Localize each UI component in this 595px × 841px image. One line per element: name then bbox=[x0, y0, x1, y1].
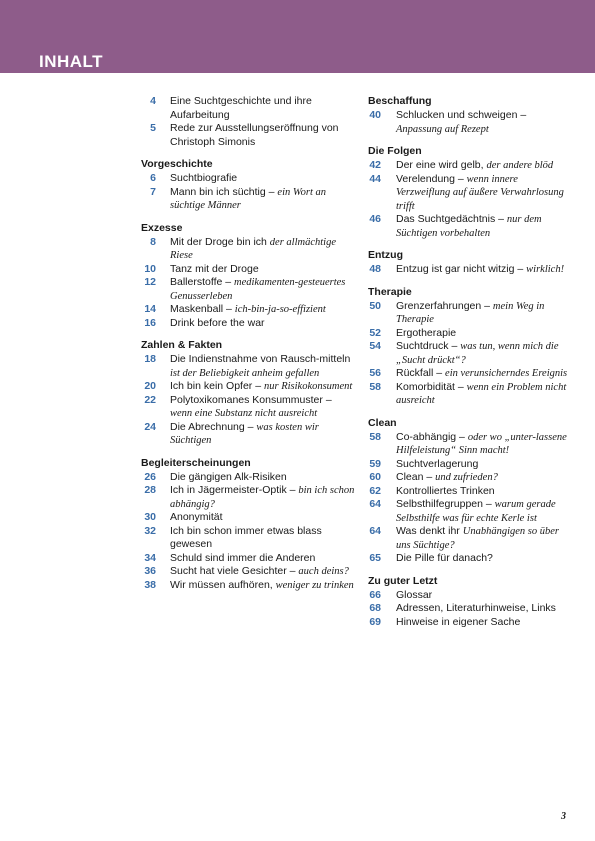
toc-page-number: 59 bbox=[369, 457, 381, 470]
toc-entry-title bbox=[396, 458, 568, 472]
toc-entry bbox=[141, 95, 356, 122]
toc-entry bbox=[141, 236, 356, 263]
toc-section-title: Zu guter Letzt bbox=[368, 574, 438, 587]
toc-entry-title bbox=[396, 263, 568, 277]
toc-section-title: Begleiterscheinungen bbox=[141, 456, 251, 469]
toc-entry-main: Die Pille für danach? bbox=[396, 552, 493, 564]
toc-entry-main: Suchtverlagerung bbox=[396, 457, 479, 470]
toc-page-number: 68 bbox=[369, 602, 381, 614]
toc-entry bbox=[368, 340, 568, 367]
toc-entry-title bbox=[170, 303, 356, 317]
toc-entry-main: Ich in Jägermeister-Optik – bbox=[170, 484, 296, 496]
toc-entry-subtitle: wirklich! bbox=[526, 264, 565, 275]
toc-section-title: Clean bbox=[368, 416, 397, 429]
toc-entry-subtitle: und zufrieden? bbox=[435, 472, 498, 483]
toc-entry-title bbox=[170, 525, 356, 552]
toc-entry bbox=[368, 485, 568, 499]
toc-entry bbox=[141, 186, 356, 213]
toc-entry-subtitle: wenn eine Substanz nicht ausreicht bbox=[170, 408, 318, 419]
toc-entry bbox=[141, 172, 356, 186]
toc-page-number: 58 bbox=[369, 380, 381, 393]
toc-entry bbox=[368, 159, 568, 173]
toc-section-title: Die Folgen bbox=[368, 145, 422, 157]
toc-entry-title bbox=[170, 552, 356, 566]
toc-entry-main: Mit der Droge bin ich bbox=[170, 235, 267, 248]
toc-entry-title bbox=[170, 511, 356, 525]
toc-entry-main: Schuld sind immer die Anderen bbox=[170, 551, 316, 564]
toc-entry-main: Was denkt ihr bbox=[396, 525, 460, 537]
toc-page-number: 26 bbox=[144, 470, 156, 483]
toc-entry-subtitle: wenn innere Verzweiflung auf äußere Verwahrlosung trifft bbox=[396, 173, 564, 212]
toc-page-number: 32 bbox=[144, 524, 156, 537]
toc-entry-title bbox=[396, 367, 568, 381]
toc-page-number: 8 bbox=[150, 235, 156, 248]
toc-entry-main: Die Indienstnahme von Rausch-mitteln bbox=[170, 353, 351, 365]
toc-entry-title bbox=[396, 589, 568, 603]
toc-entry-main: Das Suchtgedächtnis – bbox=[396, 213, 504, 225]
page-title: INHALT bbox=[39, 52, 104, 71]
toc-entry-subtitle: was tun, wenn mich die „Sucht drückt“? bbox=[396, 341, 559, 366]
toc-section bbox=[368, 575, 568, 630]
toc-page-number: 40 bbox=[369, 109, 381, 121]
toc-entry bbox=[141, 380, 356, 394]
toc-entry-main: Der eine wird gelb, bbox=[396, 159, 484, 171]
toc-page-number: 18 bbox=[144, 353, 156, 365]
toc-page-number: 36 bbox=[144, 565, 156, 577]
toc-page-number: 54 bbox=[369, 340, 381, 352]
toc-page-number: 30 bbox=[144, 511, 156, 523]
toc-entry-subtitle: mein Weg in Therapie bbox=[396, 300, 545, 325]
toc-entry-main: Ich bin kein Opfer – bbox=[170, 380, 262, 392]
toc-entry bbox=[368, 431, 568, 458]
toc-entry-main: Verelendung – bbox=[396, 172, 464, 185]
toc-entry-title bbox=[170, 122, 356, 149]
toc-page-number: 20 bbox=[144, 380, 156, 392]
toc-entry-title bbox=[170, 236, 356, 263]
toc-section-title: Entzug bbox=[368, 249, 403, 261]
toc-page-number: 6 bbox=[150, 172, 156, 184]
toc-entry-subtitle: ein verunsicherndes Ereignis bbox=[445, 368, 568, 379]
toc-page-number: 50 bbox=[369, 299, 381, 312]
toc-entry-subtitle: nur Risikokonsument bbox=[263, 381, 353, 392]
toc-entry-main: Maskenball – bbox=[170, 303, 232, 315]
toc-entry bbox=[141, 276, 356, 303]
toc-entry-title bbox=[170, 172, 356, 186]
toc-entry bbox=[141, 303, 356, 317]
toc-entry-main: Glossar bbox=[396, 588, 433, 601]
toc-entry-title bbox=[396, 552, 568, 566]
toc-page-number: 64 bbox=[369, 498, 381, 510]
toc-section bbox=[141, 158, 356, 213]
toc-page-number: 34 bbox=[144, 551, 156, 564]
toc-page-number: 52 bbox=[369, 326, 381, 339]
toc-section-title: Zahlen & Fakten bbox=[141, 339, 223, 351]
toc-entry-subtitle: warum gerade Selbsthilfe was für echte Kerle ist bbox=[396, 499, 556, 524]
toc-entry-main: Ergotherapie bbox=[396, 326, 457, 339]
toc-entry bbox=[368, 109, 568, 136]
toc-entry-title bbox=[170, 471, 356, 485]
toc-page-number: 46 bbox=[369, 213, 381, 225]
toc-section bbox=[368, 95, 568, 136]
toc-entry-title bbox=[396, 213, 568, 240]
toc-entry-subtitle: ein Wort an süchtige Männer bbox=[170, 186, 327, 211]
toc-section-title: Exzesse bbox=[141, 221, 183, 234]
toc-section-title: Therapie bbox=[368, 285, 412, 298]
toc-page-number: 12 bbox=[144, 276, 156, 288]
toc-section bbox=[368, 286, 568, 408]
toc-entry-title bbox=[170, 421, 356, 448]
toc-entry-main: Die gängigen Alk-Risiken bbox=[170, 470, 287, 483]
toc-section bbox=[368, 417, 568, 566]
toc-entry-main: Tanz mit der Droge bbox=[170, 262, 259, 275]
toc-entry-title bbox=[396, 381, 568, 408]
toc-entry bbox=[368, 616, 568, 630]
toc-entry bbox=[141, 394, 356, 421]
toc-right-column bbox=[368, 95, 568, 629]
toc-entry-title bbox=[170, 565, 356, 579]
toc-entry-main: Suchtdruck – bbox=[396, 340, 458, 352]
toc-entry-title bbox=[396, 602, 568, 616]
toc-entry-main: Rede zur Ausstellungseröffnung von Christoph Simonis bbox=[170, 122, 339, 148]
toc-entry bbox=[368, 327, 568, 341]
toc-entry-title bbox=[170, 579, 356, 593]
toc-entry bbox=[368, 602, 568, 616]
toc-entry-main: Mann bin ich süchtig – bbox=[170, 185, 275, 198]
toc-entry-title bbox=[396, 498, 568, 525]
toc-entry bbox=[141, 552, 356, 566]
toc-entry-main: Rückfall – bbox=[396, 367, 443, 379]
toc-page-number: 38 bbox=[144, 578, 156, 591]
toc-entry-title bbox=[396, 173, 568, 214]
toc-entry bbox=[141, 484, 356, 511]
toc-entry-title bbox=[396, 109, 568, 136]
toc-entry-main: Anonymität bbox=[170, 511, 223, 523]
toc-section bbox=[141, 339, 356, 448]
toc-section bbox=[368, 249, 568, 277]
toc-entry bbox=[141, 353, 356, 380]
toc-entry bbox=[368, 458, 568, 472]
toc-entry-main: Drink before the war bbox=[170, 316, 265, 329]
toc-entry bbox=[368, 213, 568, 240]
toc-page-number: 24 bbox=[144, 420, 156, 433]
toc-entry-main: Co-abhängig – bbox=[396, 430, 465, 443]
toc-entry-title bbox=[170, 95, 356, 122]
toc-entry-main: Ich bin schon immer etwas blass gewesen bbox=[170, 524, 322, 550]
toc-page-number: 42 bbox=[369, 159, 381, 171]
toc-entry-main: Clean – bbox=[396, 471, 433, 483]
toc-entry-main: Adressen, Literaturhinweise, Links bbox=[396, 602, 556, 614]
toc-page-number: 5 bbox=[150, 122, 156, 134]
toc-page-number: 44 bbox=[369, 172, 381, 185]
toc-page-number: 48 bbox=[369, 263, 381, 275]
toc-entry-main: Suchtbiografie bbox=[170, 172, 238, 184]
toc-entry bbox=[368, 263, 568, 277]
toc-entry bbox=[368, 381, 568, 408]
toc-entry-subtitle: der andere blöd bbox=[486, 160, 554, 171]
toc-entry-main: Selbsthilfegruppen – bbox=[396, 498, 492, 510]
toc-entry bbox=[141, 565, 356, 579]
toc-section-title: Beschaffung bbox=[368, 95, 432, 107]
toc-page-number: 14 bbox=[144, 303, 156, 315]
toc-entry-title bbox=[170, 276, 356, 303]
toc-entry-title bbox=[396, 300, 568, 327]
toc-entry-main: Sucht hat viele Gesichter – bbox=[170, 565, 296, 577]
toc-entry bbox=[141, 317, 356, 331]
toc-entry-subtitle: auch deins? bbox=[298, 566, 349, 577]
toc-entry-title bbox=[396, 327, 568, 341]
toc-entry bbox=[368, 173, 568, 214]
toc-entry-main: Hinweise in eigener Sache bbox=[396, 615, 521, 628]
toc-page-number: 58 bbox=[369, 430, 381, 443]
toc-entry-title bbox=[396, 471, 568, 485]
toc-entry-subtitle: wenn ein Problem nicht ausreicht bbox=[396, 381, 567, 406]
toc-entry-title bbox=[170, 317, 356, 331]
toc-entry-main: Ballerstoffe – bbox=[170, 276, 232, 288]
toc-entry bbox=[141, 122, 356, 149]
toc-entry-main: Die Abrechnung – bbox=[170, 420, 254, 433]
toc-entry bbox=[368, 471, 568, 485]
toc-entry-subtitle: ich-bin-ja-so-effizient bbox=[234, 304, 326, 315]
toc-entry-subtitle: weniger zu trinken bbox=[275, 579, 354, 591]
toc-page-number: 56 bbox=[369, 367, 381, 379]
toc-entry-main: Grenzerfahrungen – bbox=[396, 299, 490, 312]
toc-entry-subtitle: Anpassung auf Rezept bbox=[396, 123, 489, 135]
toc-entry bbox=[368, 300, 568, 327]
toc-entry bbox=[368, 367, 568, 381]
toc-entry-title bbox=[170, 484, 356, 511]
toc-left-column bbox=[141, 95, 356, 592]
toc-entry bbox=[141, 263, 356, 277]
toc-entry-main: Eine Suchtgeschichte und ihre Aufarbeitung bbox=[170, 95, 312, 121]
toc-page-number: 60 bbox=[369, 471, 381, 483]
toc-entry-main: Komorbidität – bbox=[396, 380, 464, 393]
toc-page-number: 4 bbox=[150, 95, 156, 107]
toc-entry-subtitle: medikamenten-gesteuertes Genusserleben bbox=[170, 277, 346, 302]
toc-page-number: 22 bbox=[144, 393, 156, 406]
toc-page-number: 16 bbox=[144, 316, 156, 329]
toc-entry-subtitle: oder wo „unter-lassene Hilfeleistung“ Sinn macht! bbox=[396, 431, 567, 456]
toc-section bbox=[141, 457, 356, 593]
toc-entry-title bbox=[396, 616, 568, 630]
header-band bbox=[0, 0, 595, 73]
toc-entry-title bbox=[170, 394, 356, 421]
toc-section bbox=[141, 222, 356, 331]
toc-entry-main: Entzug ist gar nicht witzig – bbox=[396, 263, 524, 275]
toc-page-number: 7 bbox=[150, 185, 156, 198]
toc-entry-subtitle: nur dem Süchtigen vorbehalten bbox=[396, 214, 542, 239]
toc-entry-title bbox=[396, 431, 568, 458]
toc-entry-subtitle: was kosten wir Süchtigen bbox=[170, 421, 319, 446]
toc-entry bbox=[141, 579, 356, 593]
toc-entry-title bbox=[170, 353, 356, 380]
toc-page-number: 64 bbox=[369, 525, 381, 537]
toc-entry bbox=[368, 525, 568, 552]
toc-page-number: 65 bbox=[369, 552, 381, 564]
toc-section bbox=[368, 145, 568, 240]
toc-entry-title bbox=[170, 263, 356, 277]
page-number: 3 bbox=[561, 811, 566, 822]
toc-entry-title bbox=[170, 186, 356, 213]
toc-entry-subtitle: ist der Beliebigkeit anheim gefallen bbox=[170, 367, 320, 379]
toc-entry-main: Wir müssen aufhören, bbox=[170, 578, 273, 591]
toc-page-number: 69 bbox=[369, 615, 381, 628]
toc-page-number: 62 bbox=[369, 484, 381, 497]
toc-entry-main: Kontrolliertes Trinken bbox=[396, 484, 495, 497]
toc-entry-subtitle: Unabhängigen so über uns Süchtige? bbox=[396, 526, 559, 551]
toc-page-number: 66 bbox=[369, 588, 381, 601]
toc-entry bbox=[141, 421, 356, 448]
toc-entry-title bbox=[396, 485, 568, 499]
toc-entry-subtitle: der allmächtige Riese bbox=[170, 236, 336, 261]
toc-entry bbox=[141, 525, 356, 552]
toc-entry-main: Schlucken und schweigen – bbox=[396, 109, 527, 121]
toc-entry-title bbox=[396, 340, 568, 367]
toc-page-number: 10 bbox=[144, 262, 156, 275]
toc-page-number: 28 bbox=[144, 484, 156, 496]
toc-entry-title bbox=[396, 525, 568, 552]
toc-entry-title bbox=[170, 380, 356, 394]
toc-entry-subtitle: bin ich schon abhängig? bbox=[170, 485, 355, 510]
toc-entry bbox=[368, 589, 568, 603]
toc-entry-title bbox=[396, 159, 568, 173]
toc-entry bbox=[141, 471, 356, 485]
toc-section-title: Vorgeschichte bbox=[141, 158, 213, 170]
toc-entry bbox=[368, 552, 568, 566]
toc-entry bbox=[368, 498, 568, 525]
toc-entry-main: Polytoxikomanes Konsummuster – bbox=[170, 393, 332, 406]
toc-entry bbox=[141, 511, 356, 525]
